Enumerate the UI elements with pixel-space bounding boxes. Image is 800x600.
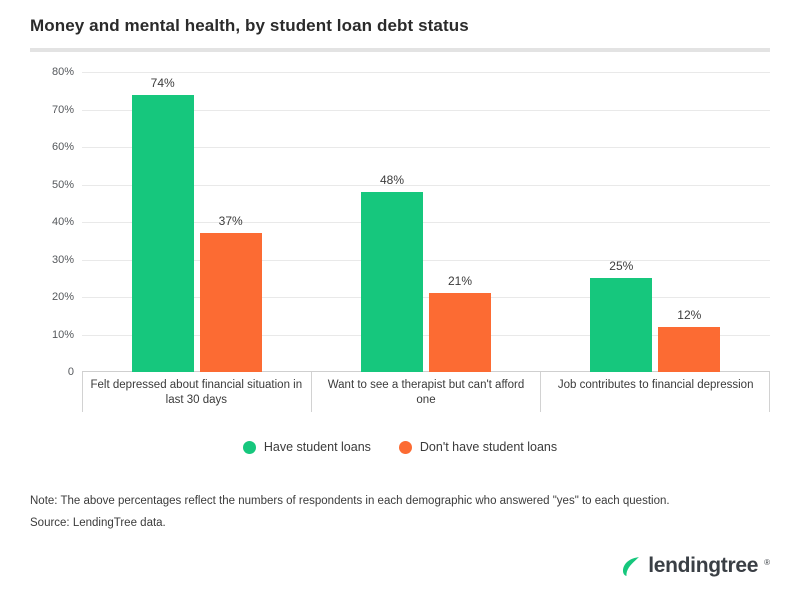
y-tick-0: 0 xyxy=(67,366,74,378)
bar-fill xyxy=(658,327,720,372)
bar-group-2 xyxy=(541,72,770,372)
bar-fill xyxy=(429,293,491,372)
bar-fill xyxy=(590,278,652,372)
bar-no-loans-2[interactable] xyxy=(658,308,720,372)
legend-label: Don't have student loans xyxy=(419,440,558,454)
legend-swatch-icon xyxy=(399,441,412,454)
bar-have-loans-2[interactable] xyxy=(590,259,652,372)
page-title: Money and mental health, by student loan debt status xyxy=(30,16,469,35)
bar-no-loans-0[interactable] xyxy=(200,214,262,372)
legend xyxy=(0,440,800,454)
y-tick-7: 70% xyxy=(51,103,74,116)
bar-fill xyxy=(200,233,262,372)
bar-have-loans-0[interactable] xyxy=(132,75,194,373)
y-tick-8: 80% xyxy=(51,66,74,78)
legend-item-have-loans[interactable] xyxy=(243,440,371,454)
bar-have-loans-1[interactable] xyxy=(361,173,423,372)
legend-swatch-icon xyxy=(243,441,256,454)
bar-fill xyxy=(132,95,194,373)
bar-value-label: 21% xyxy=(447,274,472,289)
category-cell-0 xyxy=(82,372,311,412)
y-tick-3: 30% xyxy=(51,253,74,266)
bar-no-loans-1[interactable] xyxy=(429,274,491,372)
y-tick-1: 10% xyxy=(51,328,74,341)
leaf-icon xyxy=(620,555,642,577)
source-text: Source: LendingTree data. xyxy=(30,517,166,529)
bar-value-label: 48% xyxy=(379,173,404,187)
note-text: Note: The above percentages reflect the numbers of respondents in each demographic who answered "yes" to each question. xyxy=(30,495,670,507)
bar-value-label: 25% xyxy=(609,259,634,274)
lendingtree-logo xyxy=(620,554,770,578)
registered-mark: ® xyxy=(764,558,770,567)
category-label: Felt depressed about financial situation in last 30 days xyxy=(90,379,303,406)
category-axis xyxy=(82,372,770,412)
category-label: Want to see a therapist but can't afford one xyxy=(327,379,525,406)
legend-item-no-loans[interactable] xyxy=(399,440,557,454)
bar-value-label: 12% xyxy=(677,308,702,322)
bar-groups xyxy=(82,72,770,372)
bar-group-0 xyxy=(82,72,311,372)
bar-group-1 xyxy=(311,72,540,372)
y-tick-2: 20% xyxy=(51,291,74,303)
footnotes xyxy=(30,490,770,534)
logo-wordmark: lendingtree xyxy=(648,554,759,577)
category-cell-2 xyxy=(540,372,770,412)
legend-label: Have student loans xyxy=(263,440,371,454)
plot-area xyxy=(30,66,770,378)
title-divider xyxy=(30,48,770,52)
y-tick-5: 50% xyxy=(51,178,74,191)
y-tick-4: 40% xyxy=(51,216,74,228)
grid-area xyxy=(82,72,770,372)
bar-value-label: 37% xyxy=(218,214,243,229)
category-cell-1 xyxy=(311,372,541,412)
category-label: Job contributes to financial depression xyxy=(557,379,754,391)
y-axis xyxy=(30,66,82,378)
bar-value-label: 74% xyxy=(150,75,175,90)
bar-fill xyxy=(361,192,423,372)
y-tick-6: 60% xyxy=(51,141,74,153)
